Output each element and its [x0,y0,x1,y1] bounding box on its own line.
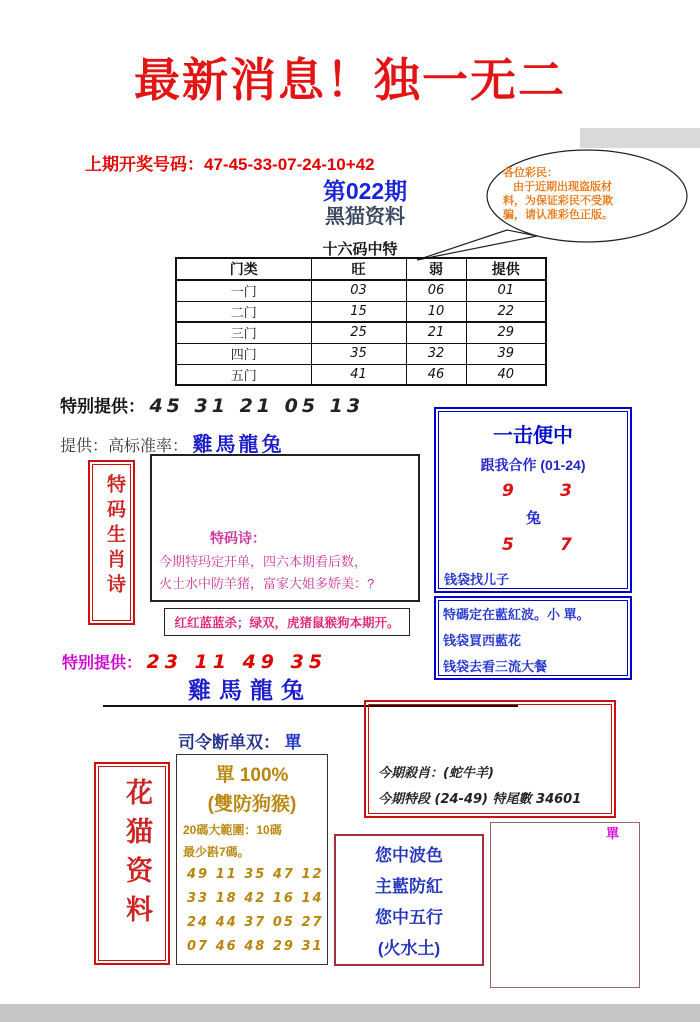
commander-value: 單 [284,733,302,752]
wave-color-line-3: 您中五行 [375,908,443,927]
bubble-line-3: 料，为保证彩民不受欺 [503,195,613,207]
one-hit-number-2: 3 [560,481,572,501]
gray-patch [580,128,700,148]
cell: 三门 [176,322,311,343]
flower-cat-box [94,762,170,965]
cell: 15 [311,301,406,322]
bubble-line-4: 骗，请认准彩色正版。 [503,209,613,221]
sixteen-codes-table [175,257,547,386]
cell: 41 [311,364,406,385]
wave-color-line-4: (火水土) [377,939,441,958]
table-row [176,301,546,322]
provide-zodiac: 雞馬龍兔 [192,434,285,456]
poem-line-2: 火土水中防羊猪，富家大姐多娇美：? [159,576,375,591]
one-hit-title: 一击便中 [493,425,573,447]
provide-label: 提供：高标准率： [60,438,189,455]
issue-number: 第022期 [322,178,408,204]
empty-note-box [490,822,640,988]
table-header-row [176,258,546,280]
source-name: 黑猫资料 [325,206,405,228]
one-hit-box [434,407,632,593]
one-hit-number-4: 7 [560,535,572,555]
poem-line-1: 今期特玛定开单，四六本期看后数， [159,554,368,569]
one-hit-number-1: 9 [502,481,514,501]
red-info-line-1: 今期殺肖：(蛇牛羊) [378,766,494,781]
col-header: 弱 [406,258,466,280]
blue-tips-line-3: 钱袋去看三流大餐 [443,659,548,674]
cell: 29 [466,322,546,343]
cell: 35 [311,343,406,364]
commander-line [178,728,301,753]
bottom-gray-strip [0,1004,700,1022]
cell: 06 [406,280,466,301]
speech-bubble-text [503,166,675,222]
poem-title: 特码诗： [210,530,266,546]
one-hit-number-3: 5 [502,535,514,555]
cell: 一门 [176,280,311,301]
percent-box [176,754,328,965]
table-row [176,343,546,364]
percent-line-3: 20碼大範圍：10碼 [183,823,282,837]
kill-colors-box [164,608,410,636]
table-row [176,364,546,385]
blue-tips-line-1: 特碼定在藍紅波。小 單。 [443,607,590,622]
bubble-line-2: 由于近期出现盗版材 [513,181,612,193]
cell: 25 [311,322,406,343]
page-title: 最新消息！独一无二 [134,55,566,106]
blue-tips-box [434,596,632,680]
cell: 32 [406,343,466,364]
flower-cat-label: 花猫资料 [122,778,152,934]
special-offer-2-label: 特别提供： [62,655,143,672]
percent-row-2: 33 18 42 16 14 [187,891,324,906]
one-hit-bottom-text: 钱袋找儿子 [444,572,510,587]
special-offer-1 [60,392,364,417]
one-hit-subtitle: 跟我合作 (01-24) [480,457,586,473]
one-hit-center-zodiac: 兔 [526,510,542,527]
kill-colors-text: 红红蓝蓝杀；绿双，虎猪鼠猴狗本期开。 [174,616,400,630]
table-row [176,280,546,301]
percent-line-1: 單 100% [215,765,289,786]
cell: 10 [406,301,466,322]
wave-color-line-2: 主藍防紅 [375,877,443,896]
poem-side-box [88,460,135,625]
special-offer-1-label: 特别提供： [60,397,145,416]
red-info-box [364,700,616,818]
cell: 03 [311,280,406,301]
percent-line-4: 最少斟7碼。 [183,845,250,859]
blue-tips-line-2: 钱袋買西藍花 [443,633,522,648]
cell: 21 [406,322,466,343]
poem-box [150,454,420,602]
wave-color-box [334,834,484,966]
zodiac-2: 雞馬龍兔 [188,677,312,703]
provide-line [60,428,284,457]
special-offer-1-numbers: 45 31 21 05 13 [149,395,365,417]
table-row [176,322,546,343]
cell: 四门 [176,343,311,364]
commander-label: 司令断单双： [178,733,280,752]
special-offer-2 [62,650,327,673]
cell: 五门 [176,364,311,385]
percent-line-2: (雙防狗猴) [207,794,297,815]
empty-note-mark: 單 [605,826,619,841]
red-info-line-2: 今期特段 (24-49) 特尾數 34601 [378,792,582,807]
table-title: 十六码中特 [322,241,398,258]
wave-color-line-1: 您中波色 [375,846,443,865]
cell: 46 [406,364,466,385]
cell: 40 [466,364,546,385]
percent-row-1: 49 11 35 47 12 [187,867,324,882]
bubble-line-1: 各位彩民： [503,167,558,179]
poem-side-label: 特码生肖诗 [104,474,125,599]
cell: 二门 [176,301,311,322]
special-offer-2-numbers: 23 11 49 35 [146,651,328,673]
cell: 22 [466,301,546,322]
cell: 39 [466,343,546,364]
percent-row-3: 24 44 37 05 27 [187,915,324,930]
prev-draw-numbers: 上期开奖号码：47-45-33-07-24-10+42 [85,155,375,174]
cell: 01 [466,280,546,301]
col-header: 门类 [176,258,311,280]
percent-row-4: 07 46 48 29 31 [187,939,324,954]
col-header: 提供 [466,258,546,280]
col-header: 旺 [311,258,406,280]
